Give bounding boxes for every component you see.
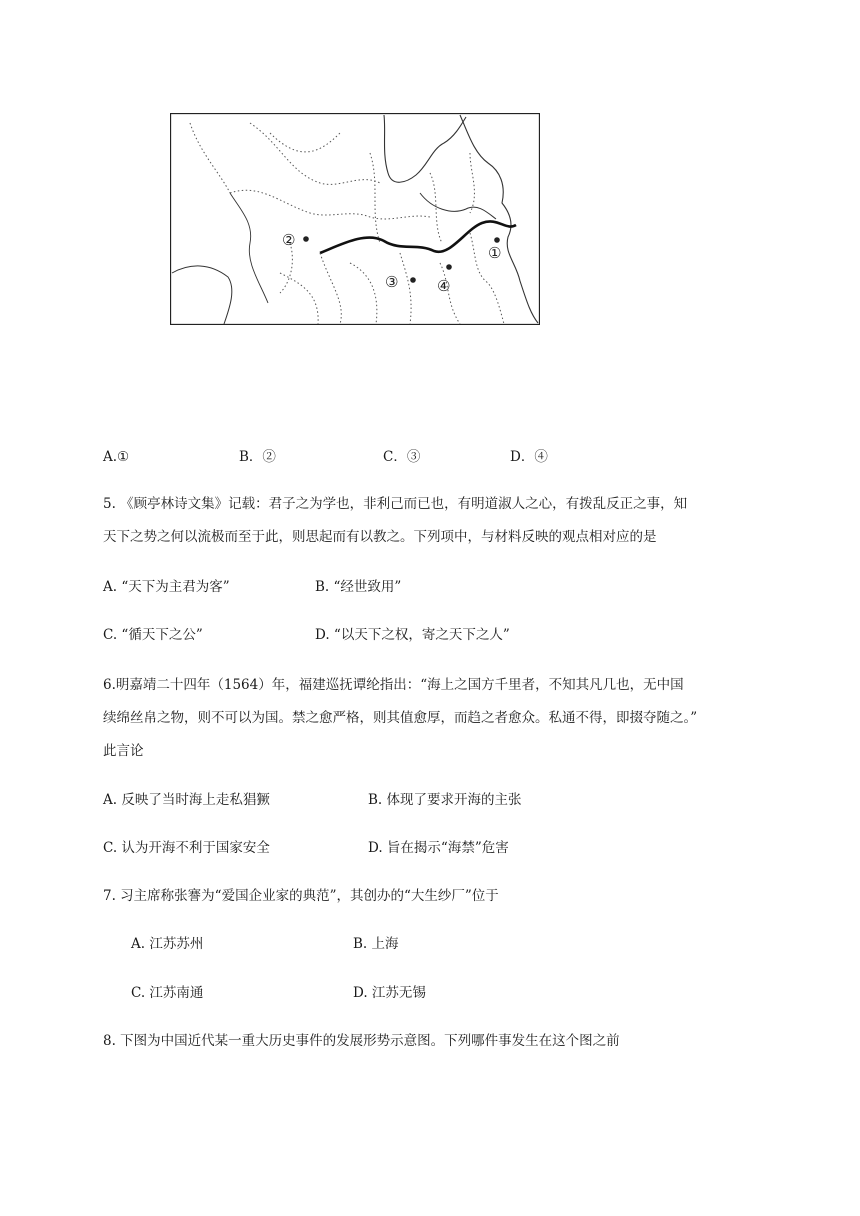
q6-stem-line-1: 6.明嘉靖二十四年（1564）年，福建巡抚谭纶指出：“海上之国方千里者，不知其凡几也，无中国 xyxy=(103,677,684,693)
q4-option-a: A.① xyxy=(103,449,130,465)
q7-option-a: A. 江苏苏州 xyxy=(131,936,204,952)
marker-dot-4 xyxy=(446,264,452,270)
q6-option-c: C. 认为开海不利于国家安全 xyxy=(103,840,270,856)
q7-option-b: B. 上海 xyxy=(353,936,399,952)
q4-option-d: D．④ xyxy=(510,449,548,465)
marker-label-3: ③ xyxy=(385,273,399,291)
map-svg xyxy=(170,113,540,325)
q5-stem-line-2: 天下之势之何以流极而至于此，则思起而有以教之。下列项中，与材料反映的观点相对应的是 xyxy=(103,529,657,545)
q5-option-a: A. “天下为主君为客” xyxy=(103,579,230,595)
q4-option-b: B．② xyxy=(239,449,276,465)
q6-option-d: D. 旨在揭示“海禁”危害 xyxy=(368,840,509,856)
marker-label-4: ④ xyxy=(437,277,451,295)
marker-dot-2 xyxy=(303,236,309,242)
map-figure xyxy=(170,113,540,325)
q7-option-d: D. 江苏无锡 xyxy=(353,985,426,1001)
q5-stem-line-1: 5. 《顾亭林诗文集》记载：君子之为学也，非利己而已也，有明道淑人之心，有拨乱反正之事，知 xyxy=(103,496,688,512)
marker-dot-3 xyxy=(410,277,416,283)
q7-stem: 7. 习主席称张謇为“爱国企业家的典范”，其创办的“大生纱厂”位于 xyxy=(103,888,499,904)
q5-option-d: D. “以天下之权，寄之天下之人” xyxy=(315,627,510,643)
marker-label-1: ① xyxy=(488,244,502,262)
q6-stem-line-2: 续绵丝帛之物，则不可以为国。禁之愈严格，则其值愈厚，而趋之者愈众。私通不得，即掇夺随之。” xyxy=(103,710,698,726)
q7-option-c: C. 江苏南通 xyxy=(131,985,204,1001)
q6-option-b: B. 体现了要求开海的主张 xyxy=(368,792,522,808)
map-frame xyxy=(171,114,540,325)
q5-option-c: C. “循天下之公” xyxy=(103,627,203,643)
q6-option-a: A. 反映了当时海上走私猖獗 xyxy=(103,792,270,808)
q8-stem: 8. 下图为中国近代某一重大历史事件的发展形势示意图。下列哪件事发生在这个图之前 xyxy=(103,1033,620,1049)
q6-stem-line-3: 此言论 xyxy=(103,743,144,759)
marker-label-2: ② xyxy=(282,231,296,249)
marker-dot-1 xyxy=(494,237,500,243)
q4-option-c: C．③ xyxy=(383,449,421,465)
q5-option-b: B. “经世致用” xyxy=(315,579,402,595)
